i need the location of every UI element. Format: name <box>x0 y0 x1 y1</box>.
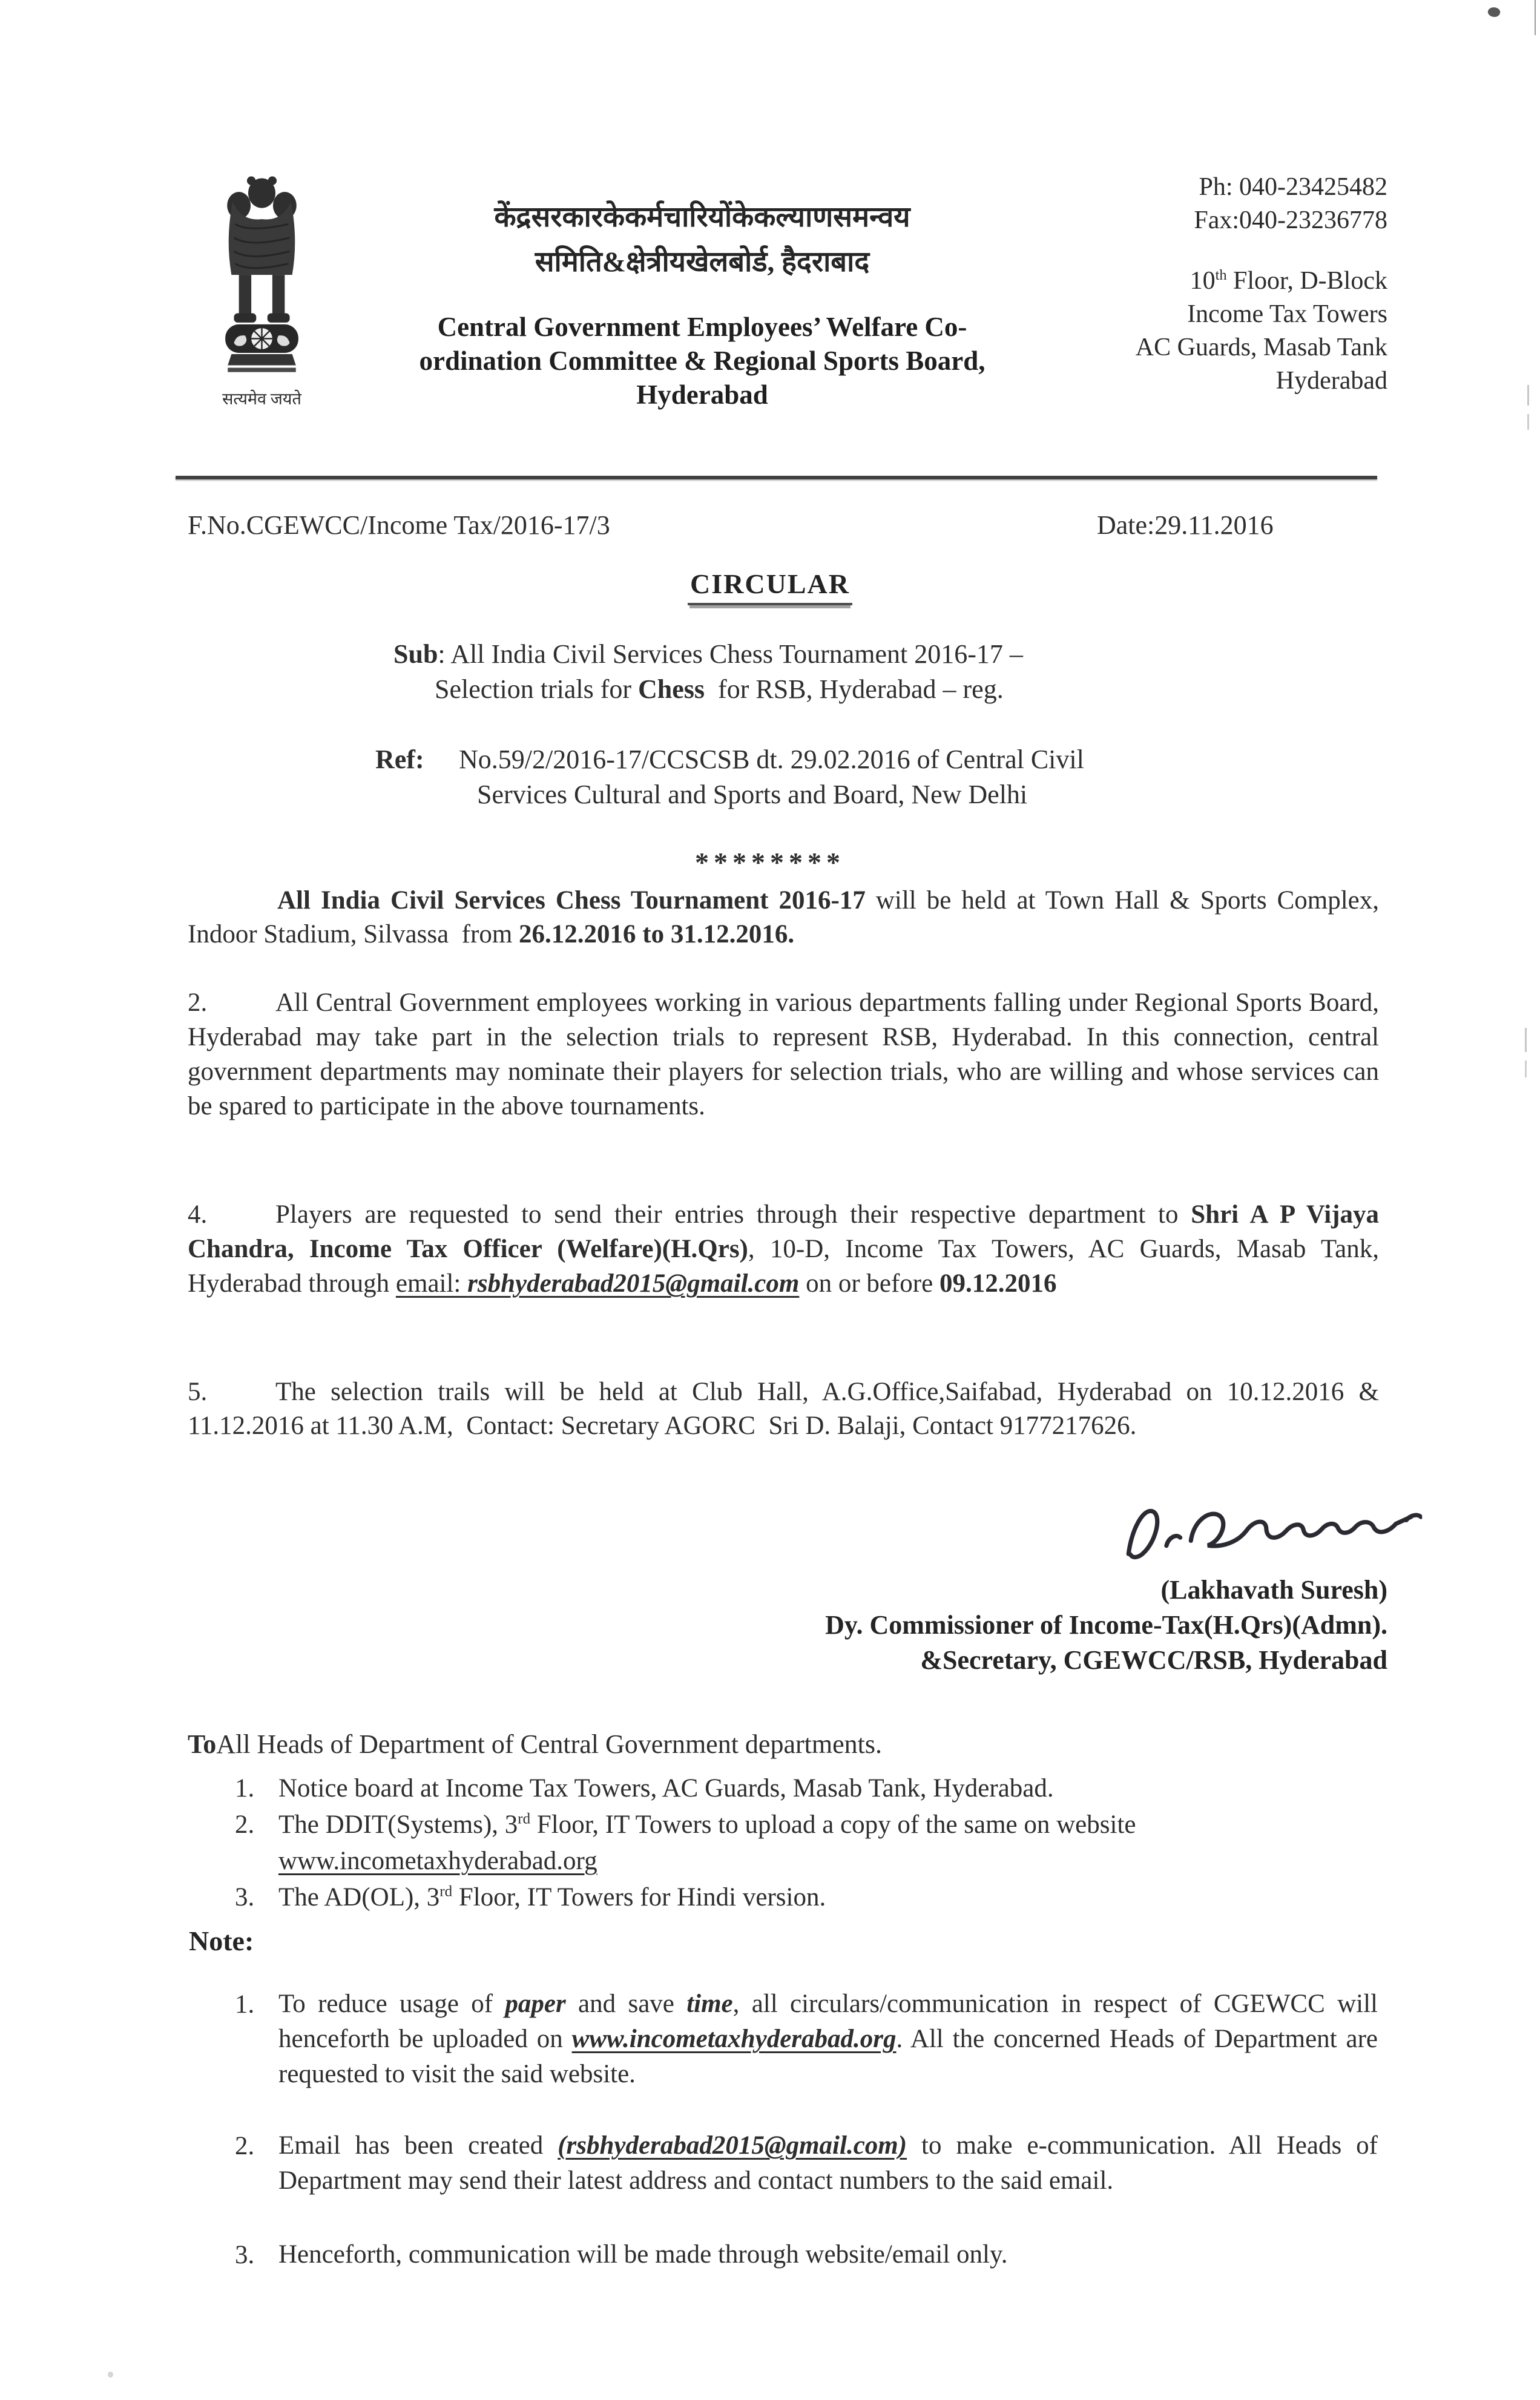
address-line3: AC Guards, Masab Tank <box>1135 334 1387 361</box>
distribution-item-1 <box>235 1770 1385 1807</box>
address-line1: 10th Floor, D-Block <box>1190 267 1387 295</box>
item-2-line1: The DDIT(Systems), 3rd Floor, IT Towers to upload a copy of the same on website <box>278 1810 1136 1839</box>
file-number: F.No.CGEWCC/Income Tax/2016-17/3 <box>188 510 610 540</box>
paragraph-4-text: Players are requested to send their entries through their respective department to Shri A P Vijaya Chandra, Income Tax Officer (Welfare)(H.Qrs), 10-D, Income Tax Towers, AC Guards, Masab Tank, Hyderabad through email: rsbhyderabad2015@gmail.com on or before 09.12.2016 <box>188 1200 1379 1298</box>
letterhead <box>381 200 1023 412</box>
org-english-line3: Hyderabad <box>636 380 768 410</box>
spacer <box>1136 237 1387 265</box>
scan-speck <box>108 2372 113 2378</box>
signatory-title-line1: Dy. Commissioner of Income-Tax(H.Qrs)(Admn). <box>825 1610 1387 1640</box>
scan-edge-line <box>1535 0 1536 35</box>
note-text: Email has been created (rsbhyderabad2015@gmail.com) to make e-communication. All Heads of Department may send their latest address and contact numbers to the said email. <box>278 2131 1378 2195</box>
address-line4: Hyderabad <box>1275 367 1387 395</box>
paragraph-5 <box>188 1375 1379 1443</box>
paragraph-2 <box>188 985 1379 1123</box>
item-text <box>278 1807 1385 1879</box>
subject-block <box>393 637 1023 707</box>
note-item-3 <box>235 2237 1378 2273</box>
item-number: 2. <box>235 1810 255 1839</box>
org-name-hindi-line2: समिति&क्षेत्रीयखेलबोर्ड, हैदराबाद <box>535 246 870 278</box>
address-line2: Income Tax Towers <box>1187 300 1387 328</box>
national-emblem <box>197 165 327 409</box>
item-number: 1. <box>235 1774 255 1803</box>
note-heading: Note: <box>189 1925 254 1956</box>
scan-edge-mark <box>1525 1060 1527 1077</box>
document-date: Date:29.11.2016 <box>1097 510 1274 540</box>
note-list <box>235 1987 1378 2273</box>
subject-line1: Sub: All India Civil Services Chess Tournament 2016-17 – <box>393 639 1023 669</box>
phone-number: Ph: 040-23425482 <box>1199 173 1387 201</box>
paragraph-1: All India Civil Services Chess Tournament 2016-17 will be held at Town Hall & Sports Complex, Indoor Stadium, Silvassa from 26.12.2016 to 31.12.2016. <box>188 886 1379 948</box>
org-english-line2: ordination Committee & Regional Sports Board, <box>419 346 986 376</box>
note-item-2 <box>235 2128 1378 2198</box>
reference-label: Ref: <box>375 745 424 774</box>
scan-ink-blob <box>1487 5 1501 18</box>
emblem-motto: सत्यमेव जयते <box>222 390 301 408</box>
header-divider <box>176 476 1377 479</box>
handwritten-signature <box>1111 1476 1424 1583</box>
subject-line2: Selection trials for Chess for RSB, Hyderabad – reg. <box>435 674 1004 704</box>
contact-block <box>1136 171 1387 398</box>
note-item-1 <box>235 1987 1378 2092</box>
document-title: CIRCULAR <box>0 568 1540 605</box>
asterisk-separator: ******** <box>695 847 845 878</box>
fax-number: Fax:040-23236778 <box>1194 206 1387 234</box>
signature-icon <box>1111 1476 1424 1583</box>
paragraph-2-number: 2. <box>188 988 208 1017</box>
org-english-line1: Central Government Employees’ Welfare Co- <box>437 312 967 342</box>
note-number: 2. <box>235 2132 255 2160</box>
distribution-item-2 <box>235 1807 1385 1879</box>
paragraph-5-number: 5. <box>188 1378 208 1406</box>
reference-block <box>375 742 1084 812</box>
paragraph-2-text: All Central Government employees working in various departments falling under Regional Sports Board, Hyderabad may take part in the selection trials to represent RSB, Hyderabad. In this connection, central government departments may nominate their players for selection trials, who are willing and whose services can be spared to participate in the above tournaments. <box>188 988 1379 1120</box>
item-text: Notice board at Income Tax Towers, AC Guards, Masab Tank, Hyderabad. <box>278 1774 1054 1803</box>
reference-line2: Services Cultural and Sports and Board, New Delhi <box>477 780 1028 809</box>
distribution-list <box>235 1770 1385 1916</box>
item-2-website-link: www.incometaxhyderabad.org <box>278 1847 597 1875</box>
distribution-item-3 <box>235 1879 1385 1916</box>
note-number: 1. <box>235 1990 255 2019</box>
paragraph-4 <box>188 1197 1379 1301</box>
addressee-line: ToAll Heads of Department of Central Government departments. <box>188 1729 882 1759</box>
scan-edge-mark <box>1527 385 1529 406</box>
reference-line1: No.59/2/2016-17/CCSCSB dt. 29.02.2016 of Central Civil <box>459 745 1084 774</box>
scan-edge-mark <box>1525 1028 1527 1052</box>
signatory-name: (Lakhavath Suresh) <box>1160 1575 1387 1605</box>
note-text: Henceforth, communication will be made through website/email only. <box>278 2240 1008 2269</box>
ashoka-lion-capital-icon <box>197 165 327 380</box>
item-number: 3. <box>235 1883 255 1912</box>
paragraph-5-text: The selection trails will be held at Club Hall, A.G.Office,Saifabad, Hyderabad on 10.12.2016 & 11.12.2016 at 11.30 A.M, Contact: Secretary AGORC Sri D. Balaji, Contact 9177217626. <box>188 1378 1379 1440</box>
scan-edge-mark <box>1527 414 1529 430</box>
signatory-block <box>825 1573 1387 1678</box>
paragraph-4-number: 4. <box>188 1200 208 1229</box>
org-name-english <box>381 310 1023 412</box>
note-text: To reduce usage of paper and save time, all circulars/communication in respect of CGEWCC will henceforth be uploaded on www.incometaxhyderabad.org. All the concerned Heads of Department are requested to visit the said website. <box>278 1990 1378 2088</box>
note-number: 3. <box>235 2241 255 2269</box>
org-name-hindi-line1: केंद्रसरकारकेकर्मचारियोंकेकल्याणसमन्वय <box>494 202 910 233</box>
reference-text <box>459 742 1084 812</box>
item-text: The AD(OL), 3rd Floor, IT Towers for Hindi version. <box>278 1883 826 1912</box>
signatory-title-line2: &Secretary, CGEWCC/RSB, Hyderabad <box>920 1645 1387 1675</box>
